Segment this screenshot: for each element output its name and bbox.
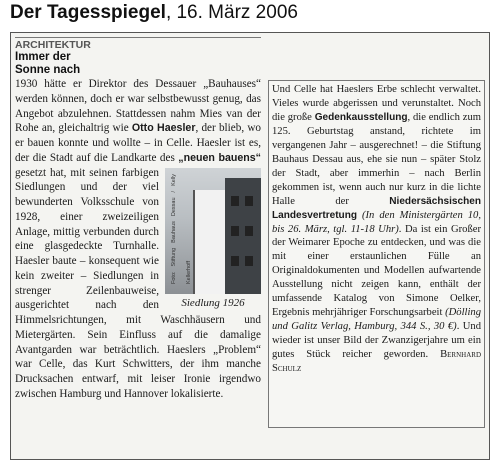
newspaper-clipping	[10, 32, 490, 460]
text-segment: , der blieb, wo er bauen konnte und wollte – in Celle. Haesler ist es, der die Stadt auf die Landkarte des	[15, 122, 261, 164]
window	[245, 196, 253, 206]
building-white	[193, 190, 227, 294]
building-dark	[225, 178, 261, 294]
photo-caption: Siedlung 1926	[181, 296, 245, 309]
name-otto-haesler: Otto Haesler	[131, 122, 196, 135]
newspaper-name: Der Tagesspiegel	[10, 2, 166, 23]
paragraph-right	[272, 83, 481, 376]
headline-line-1: Immer der	[15, 51, 71, 63]
window	[231, 256, 239, 266]
text-segment: . Und wieder ist unser Bild der Zwanzigerjahre um ein gutes Stück reicher geworden.	[272, 321, 482, 361]
photo-credit: Foto: Stiftung Bauhaus Dessau / Kelly Kellerhoff	[171, 173, 192, 284]
article-right-column	[268, 80, 485, 428]
text-segment: gesetzt hat, mit seinen farbigen Siedlungen und der viel bewunderten Volksschule von 1928, einer zweizeiligen Anlage, mittig verbunden durch eine glasgedeckte Turnhalle. Haesler baute – konsequent wie kein zweiter – Siedlungen in strenger Zeilenbauweise, ausgerichtet nach den Himmelsrichtungen, mit Waschhäusern und Mietergärten. Sein Einfluss auf die damalige Avantgarden war beträchtlich. Haeslers „Problem“ war Celle, das Kurt Schwitters, der ihm manche Drucksachen entwarf, mit leiser Ironie irgendwo zwischen Hamburg und Hannover lokalisierte.	[15, 166, 261, 400]
paragraph-left	[15, 77, 261, 402]
photo-siedlung	[165, 168, 261, 294]
article-body-right	[272, 83, 481, 376]
term-gedenkausstellung: Gedenkausstellung	[314, 111, 408, 123]
term-landesvertretung: Niedersächsischen Landesvertretung	[272, 195, 481, 221]
author-byline: Bernhard Schulz	[272, 349, 481, 375]
window	[231, 226, 239, 236]
article-body-left	[15, 77, 261, 402]
photo-figure	[165, 168, 261, 311]
window	[245, 256, 253, 266]
term-neues-bauen: „neuen bauens“	[178, 151, 261, 164]
window	[245, 226, 253, 236]
text-segment: , die endlich zum 125. Geburtstag anstand, richtete im vergangenen Jahr – ausgerechnet! – die Stiftung Bauhaus Dessau aus, ehe sie nun – später Stolz der Stadt, aber immerhin – nach Berlin gekommen ist, wenn auch nur kurz in die lichte Halle der	[272, 111, 481, 207]
window	[231, 196, 239, 206]
section-kicker: ARCHITEKTUR	[15, 37, 261, 51]
text-segment: 1930 hätte er Direktor des Dessauer „Bauhauses“ werden können, doch er war selbstbewusst genug, das Angebot abzulehnen. Stattdessen nahm Mies van der Rohe an, gleichaltrig wie	[15, 78, 261, 135]
newspaper-header	[10, 2, 298, 24]
article-left-column	[15, 37, 261, 455]
exhibition-info: (In den Ministergärten 10, bis 26. März, tgl. 11-18 Uhr)	[272, 209, 481, 235]
publication-date: , 16. März 2006	[165, 2, 298, 23]
headline-line-2: Sonne nach	[15, 64, 81, 76]
text-segment: . Da ist ein Großer der Weimarer Epoche zu entdecken, und was die mit einer erstaunlichen Fülle an Originaldokumenten und Modellen aufwartende Ausstellung nicht zeigen kann, enthält der umfassende Katalog von Simone Oelker, Ergebnis mehrjähriger Forschungsarbeit	[272, 223, 481, 319]
text-segment: Und Celle hat Haeslers Erbe schlecht verwaltet. Vieles wurde abgerissen und verunstaltet. Noch die große	[272, 84, 481, 123]
catalog-info: (Dölling und Galitz Verlag, Hamburg, 344 S., 30 €)	[272, 307, 481, 333]
